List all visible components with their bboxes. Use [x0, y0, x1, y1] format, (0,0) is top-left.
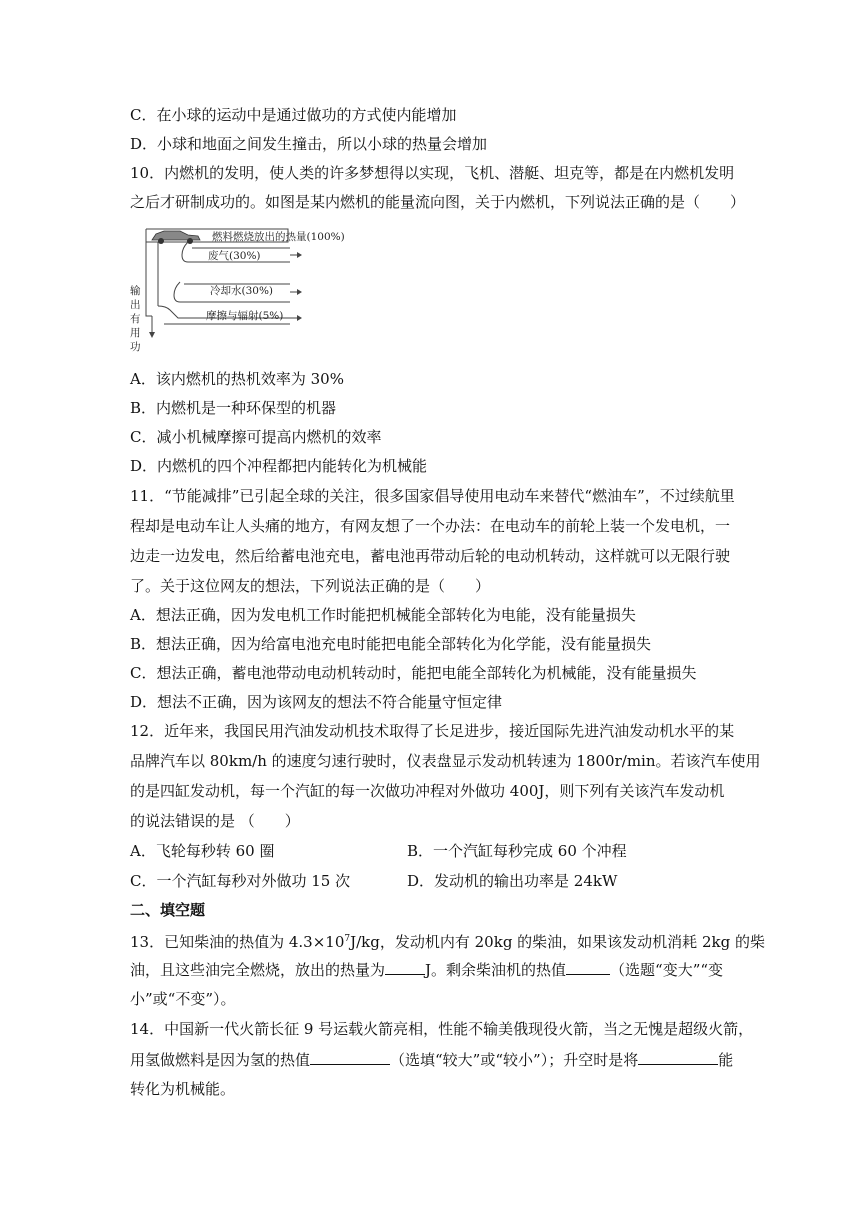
q12-stem-line3: 的是四缸发动机，每一个汽缸的每一次做功冲程对外做功 400J，则下列有关该汽车发动机 [130, 782, 725, 800]
q10-option-a: A．该内燃机的热机效率为 30% [130, 370, 344, 388]
q12-stem-line4: 的说法错误的是 （ ） [130, 812, 300, 830]
q11-option-d: D．想法不正确，因为该网友的想法不符合能量守恒定律 [130, 693, 503, 711]
q13-exponent: 7 [344, 934, 351, 944]
friction-label: 摩擦与辐射(5%) [206, 310, 284, 322]
heat-label: 燃料燃烧放出的热量(100%) [212, 231, 345, 243]
section-2-title: 二、填空题 [130, 901, 206, 919]
energy-flow-diagram [128, 222, 368, 362]
useful-work-arrow [149, 332, 155, 338]
q13-line3: 小”或“不变”）。 [130, 990, 236, 1008]
cooling-label: 冷却水(30%) [210, 285, 274, 297]
q11-stem-line2: 程却是电动车让人头痛的地方，有网友想了一个办法：在电动车的前轮上装一个发电机，一 [130, 517, 731, 535]
q12-option-c: C．一个汽缸每秒对外做功 15 次 [130, 872, 351, 890]
svg-text:有: 有 [130, 313, 141, 325]
svg-text:功: 功 [130, 341, 141, 353]
q10-option-d: D．内燃机的四个冲程都把内能转化为机械能 [130, 457, 428, 475]
q12-option-a: A．飞轮每秒转 60 圈 [130, 842, 275, 860]
q13-line2-text-c: （选题“变大”“变 [610, 961, 724, 979]
q11-option-c: C．想法正确，蓄电池带动电动机转动时，能把电能全部转化为机械能，没有能量损失 [130, 664, 697, 682]
q10-stem-line1: 10．内燃机的发明，使人类的许多梦想得以实现，飞机、潜艇、坦克等，都是在内燃机发明 [130, 164, 735, 182]
q9-option-d: D．小球和地面之间发生撞击，所以小球的热量会增加 [130, 135, 488, 153]
q11-stem-line4: 了。关于这位网友的想法，下列说法正确的是（ ） [130, 577, 491, 595]
q12-stem-line2: 品牌汽车以 80km/h 的速度匀速行驶时，仪表盘显示发动机转速为 1800r/min。若该汽车使用 [130, 752, 761, 770]
q13-blank-heat[interactable] [385, 959, 425, 975]
q14-line2 [130, 1049, 733, 1070]
q12-option-b: B．一个汽缸每秒完成 60 个冲程 [407, 842, 627, 860]
q11-option-a: A．想法正确，因为发电机工作时能把机械能全部转化为电能，没有能量损失 [130, 606, 636, 624]
q12-stem-line1: 12．近年来，我国民用汽油发动机技术取得了长足进步，接近国际先进汽油发动机水平的某 [130, 722, 735, 740]
svg-text:输: 输 [130, 285, 141, 297]
q11-stem-line1: 11．“节能减排”已引起全球的关注，很多国家倡导使用电动车来替代“燃油车”，不过续航里 [130, 487, 735, 505]
q13-line2 [130, 959, 723, 980]
q12-option-d: D．发动机的输出功率是 24kW [407, 872, 618, 890]
q13-line2-text-b: J。剩余柴油机的热值 [425, 961, 567, 979]
q13-line1-text-a: 13．已知柴油的热值为 4.3×10 [130, 933, 345, 951]
svg-text:出: 出 [130, 299, 141, 311]
q11-stem-line3: 边走一边发电，然后给蓄电池充电，蓄电池再带动后轮的电动机转动，这样就可以无限行驶 [130, 547, 731, 565]
q10-option-c: C．减小机械摩擦可提高内燃机的效率 [130, 428, 382, 446]
q14-line2-text-c: 能 [718, 1051, 734, 1069]
svg-text:用: 用 [130, 327, 141, 339]
q10-option-b: B．内燃机是一种环保型的机器 [130, 399, 337, 417]
exhaust-label: 废气(30%) [208, 250, 261, 262]
useful-work-label [130, 284, 141, 353]
q13-line1 [130, 929, 765, 952]
q14-blank-energy[interactable] [638, 1049, 718, 1065]
q14-line2-text-a: 用氢做燃料是因为氢的热值 [130, 1051, 311, 1069]
q13-blank-heat-value[interactable] [566, 959, 610, 975]
q14-line3: 转化为机械能。 [130, 1080, 236, 1098]
q14-blank-heat-value[interactable] [310, 1049, 390, 1065]
q10-stem-line2: 之后才研制成功的。如图是某内燃机的能量流向图，关于内燃机，下列说法正确的是（ ） [130, 193, 746, 211]
q11-option-b: B．想法正确，因为给富电池充电时能把电能全部转化为化学能，没有能量损失 [130, 635, 652, 653]
q13-line2-text-a: 油，且这些油完全燃烧，放出的热量为 [130, 961, 386, 979]
q14-line2-text-b: （选填“较大”或“较小”）；升空时是将 [390, 1051, 639, 1069]
q14-line1: 14．中国新一代火箭长征 9 号运载火箭亮相，性能不输美俄现役火箭，当之无愧是超级火箭， [130, 1020, 754, 1038]
q13-line1-text-b: J/kg，发动机内有 20kg 的柴油，如果该发动机消耗 2kg 的柴 [350, 933, 765, 951]
q9-option-c: C．在小球的运动中是通过做功的方式使内能增加 [130, 106, 457, 124]
